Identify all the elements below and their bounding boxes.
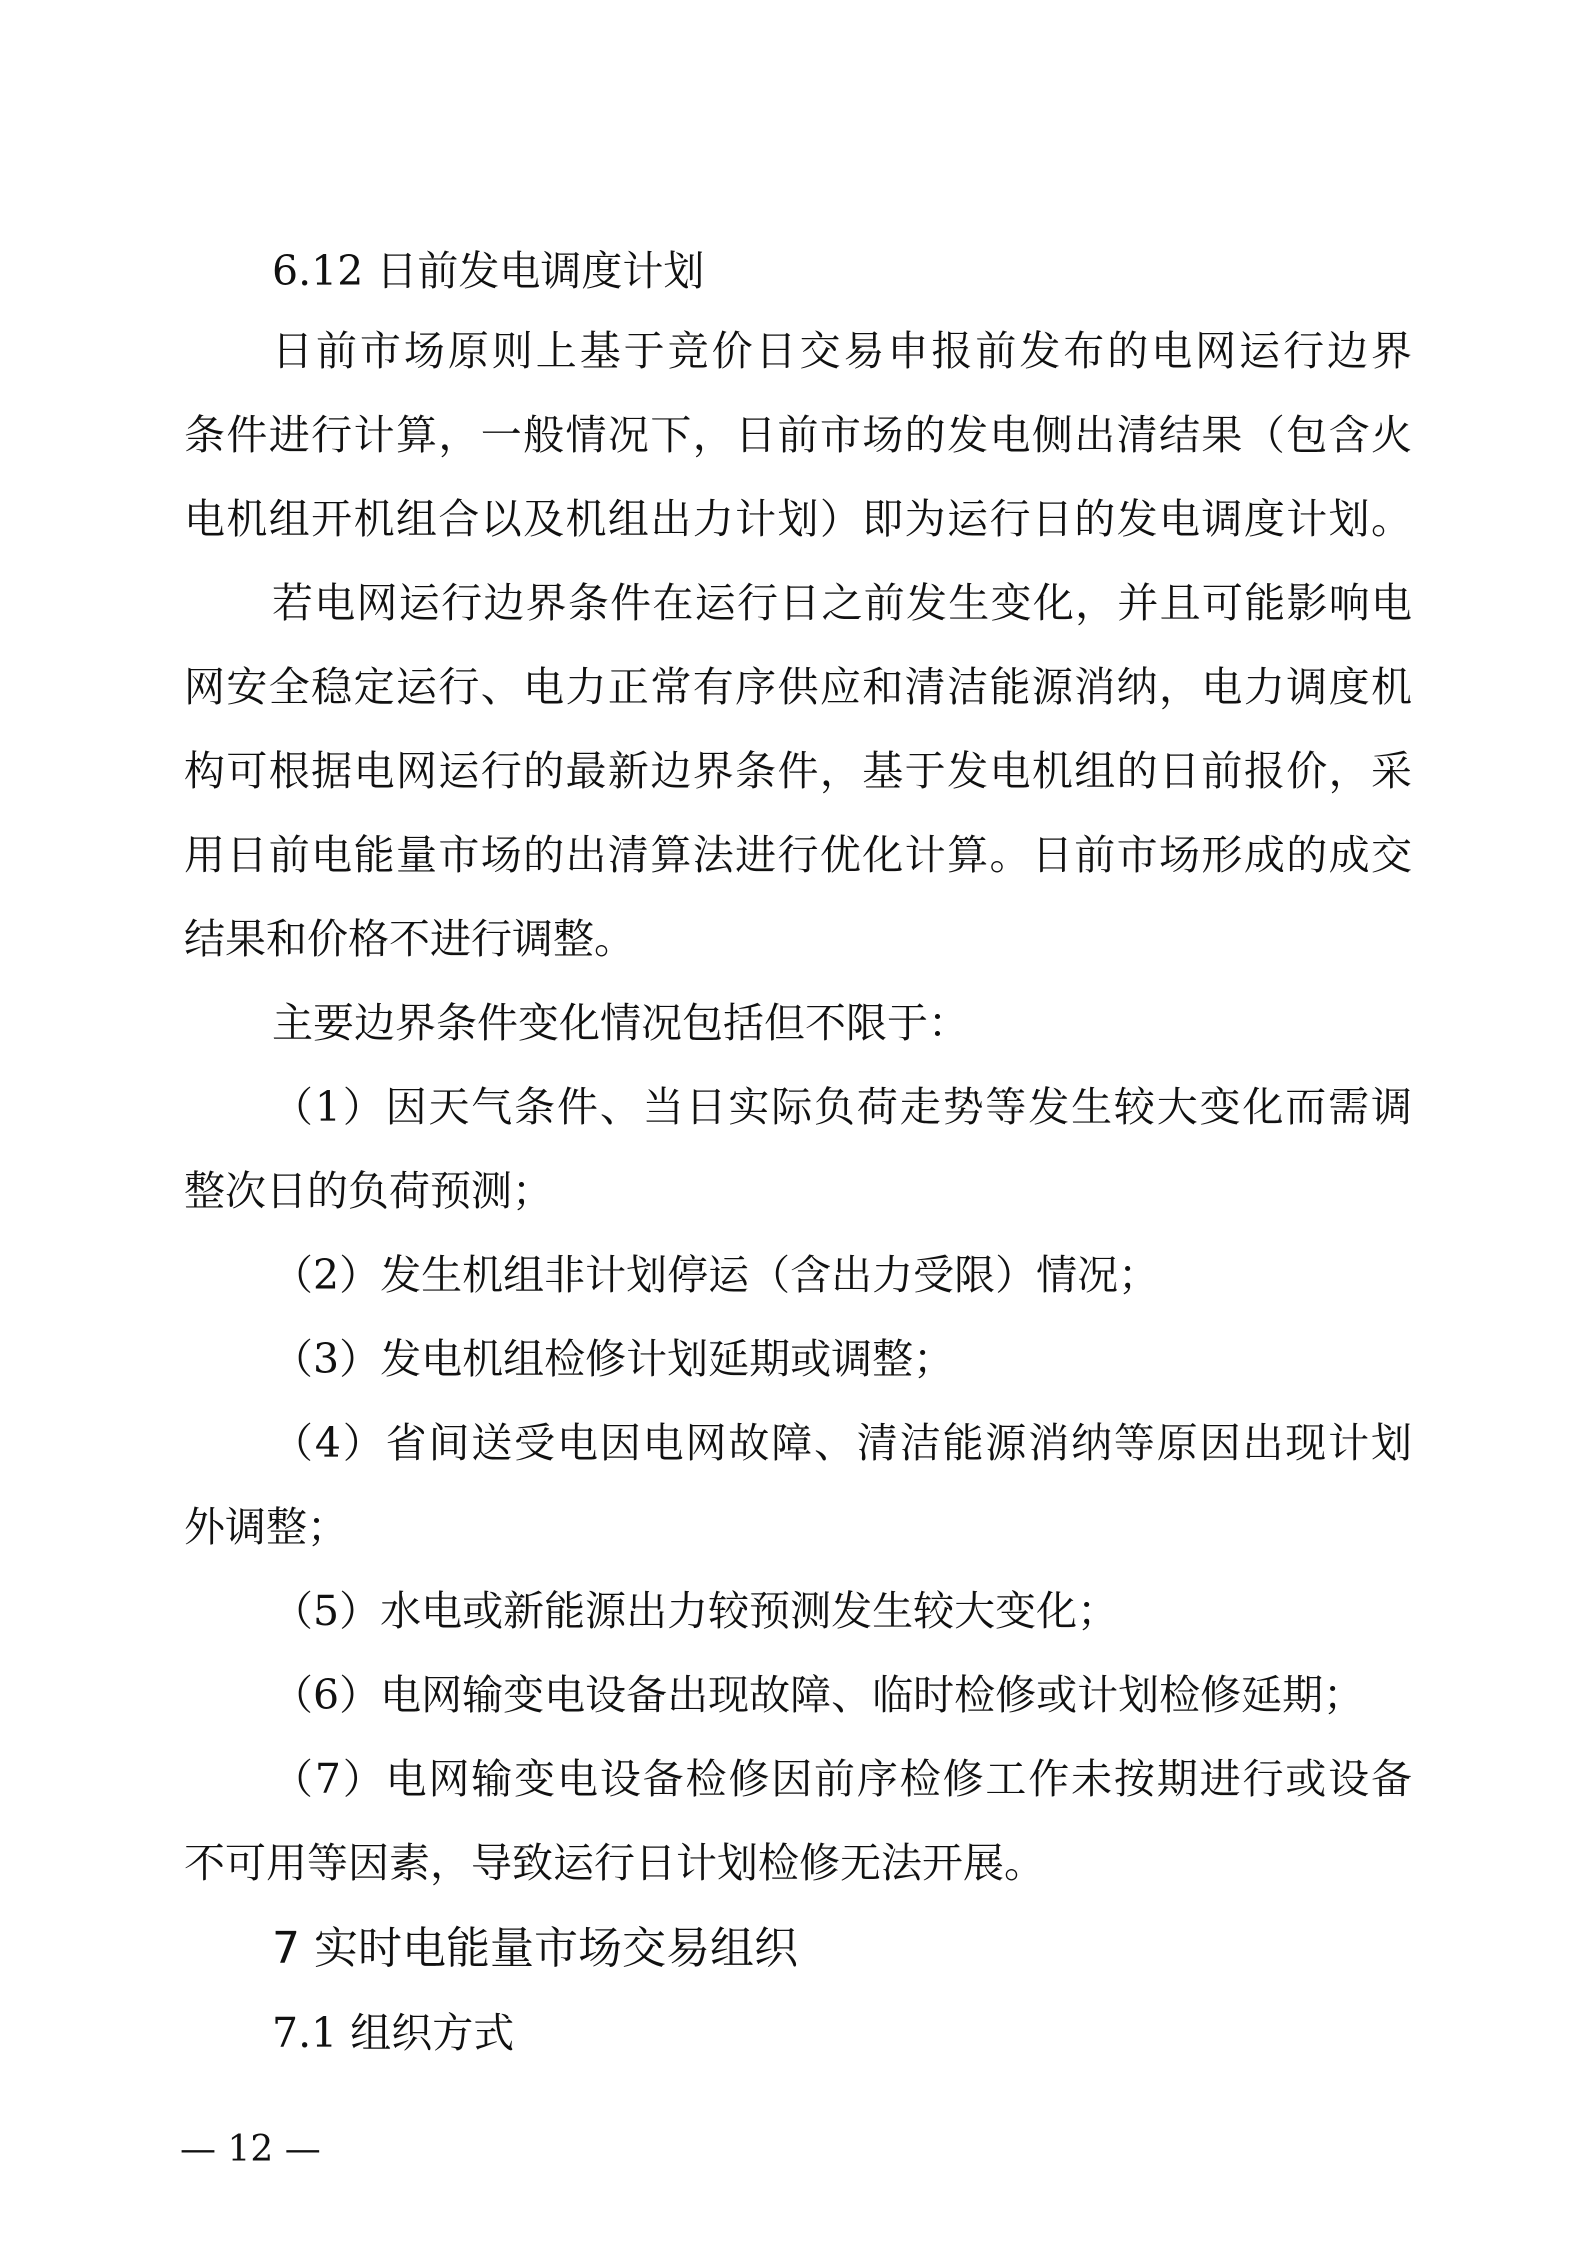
list-item: （5）水电或新能源出力较预测发生较大变化；	[272, 1587, 1119, 1635]
list-item: （3）发电机组检修计划延期或调整；	[272, 1335, 955, 1383]
list-item: （2）发生机组非计划停运（含出力受限）情况；	[272, 1251, 1160, 1299]
section-heading-6-12: 6.12 日前发电调度计划	[272, 247, 705, 295]
list-item: （6）电网输变电设备出现故障、临时检修或计划检修延期；	[272, 1671, 1365, 1719]
paragraph-line: 电机组开机组合以及机组出力计划）即为运行日的发电调度计划。	[184, 495, 1412, 543]
list-item: （7）电网输变电设备检修因前序检修工作未按期进行或设备	[272, 1755, 1412, 1803]
section-heading-7-1: 7.1 组织方式	[272, 2009, 515, 2057]
paragraph-line: 若电网运行边界条件在运行日之前发生变化，并且可能影响电	[272, 579, 1412, 627]
list-item-continuation: 外调整；	[184, 1503, 348, 1551]
page-number: — 12 —	[180, 2129, 321, 2170]
list-item: （1）因天气条件、当日实际负荷走势等发生较大变化而需调	[272, 1083, 1412, 1131]
list-item-continuation: 整次日的负荷预测；	[184, 1167, 553, 1215]
paragraph-line: 条件进行计算，一般情况下，日前市场的发电侧出清结果（包含火	[184, 411, 1412, 459]
paragraph-line: 用日前电能量市场的出清算法进行优化计算。日前市场形成的成交	[184, 831, 1412, 879]
paragraph-line: 网安全稳定运行、电力正常有序供应和清洁能源消纳，电力调度机	[184, 663, 1412, 711]
list-item-continuation: 不可用等因素，导致运行日计划检修无法开展。	[184, 1839, 1045, 1887]
list-item: （4）省间送受电因电网故障、清洁能源消纳等原因出现计划	[272, 1419, 1412, 1467]
section-heading-7: 7 实时电能量市场交易组织	[272, 1923, 798, 1974]
paragraph-line: 日前市场原则上基于竞价日交易申报前发布的电网运行边界	[272, 327, 1412, 375]
paragraph-line: 结果和价格不进行调整。	[184, 915, 635, 963]
list-intro: 主要边界条件变化情况包括但不限于：	[272, 999, 969, 1047]
paragraph-line: 构可根据电网运行的最新边界条件，基于发电机组的日前报价，采	[184, 747, 1412, 795]
